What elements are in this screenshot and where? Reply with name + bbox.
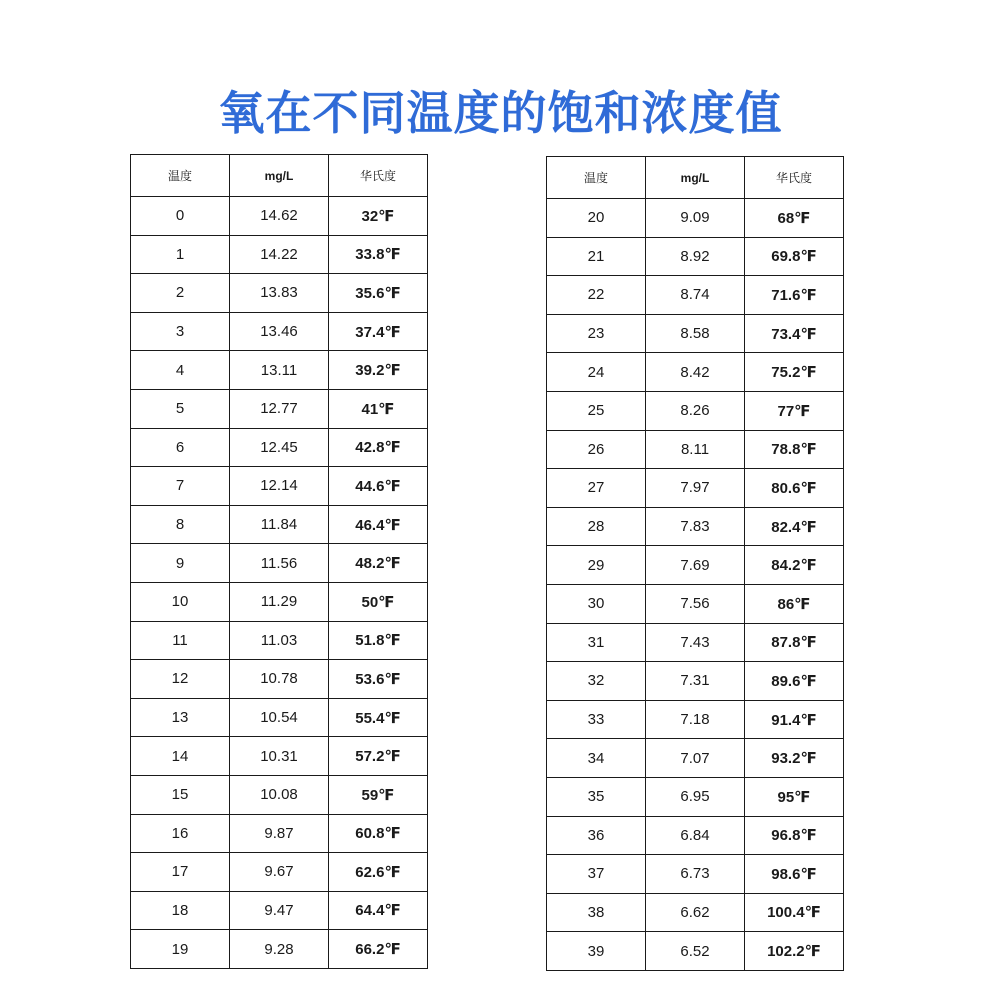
table-row	[131, 853, 428, 892]
temperature-cell: 12	[131, 660, 230, 699]
temperature-cell: 21	[547, 237, 646, 276]
mg-per-l-cell: 7.69	[646, 546, 745, 585]
table-row	[547, 391, 844, 430]
mg-per-l-cell: 9.67	[230, 853, 329, 892]
mg-per-l-cell: 11.84	[230, 505, 329, 544]
fahrenheit-cell: 77℉	[745, 391, 844, 430]
mg-per-l-cell: 9.28	[230, 930, 329, 969]
table-row	[131, 814, 428, 853]
table-row	[547, 314, 844, 353]
table-row	[547, 469, 844, 508]
oxygen-table-left	[130, 154, 428, 969]
table-row	[547, 276, 844, 315]
mg-per-l-cell: 8.92	[646, 237, 745, 276]
mg-per-l-cell: 7.97	[646, 469, 745, 508]
mg-per-l-cell: 10.54	[230, 698, 329, 737]
fahrenheit-cell: 86℉	[745, 584, 844, 623]
mg-per-l-cell: 10.31	[230, 737, 329, 776]
temperature-cell: 20	[547, 199, 646, 238]
fahrenheit-cell: 95℉	[745, 777, 844, 816]
mg-per-l-cell: 9.87	[230, 814, 329, 853]
temperature-cell: 31	[547, 623, 646, 662]
mg-per-l-cell: 13.46	[230, 312, 329, 351]
fahrenheit-cell: 78.8℉	[745, 430, 844, 469]
fahrenheit-cell: 35.6℉	[329, 274, 428, 313]
table-row	[131, 544, 428, 583]
table-row	[131, 660, 428, 699]
fahrenheit-cell: 44.6℉	[329, 467, 428, 506]
fahrenheit-cell: 80.6℉	[745, 469, 844, 508]
temperature-cell: 32	[547, 662, 646, 701]
fahrenheit-cell: 46.4℉	[329, 505, 428, 544]
temperature-cell: 34	[547, 739, 646, 778]
temperature-cell: 18	[131, 891, 230, 930]
fahrenheit-cell: 51.8℉	[329, 621, 428, 660]
table-row	[131, 197, 428, 236]
table-row	[131, 467, 428, 506]
mg-per-l-cell: 9.09	[646, 199, 745, 238]
table-row	[547, 777, 844, 816]
mg-per-l-cell: 6.73	[646, 855, 745, 894]
fahrenheit-cell: 69.8℉	[745, 237, 844, 276]
fahrenheit-cell: 32℉	[329, 197, 428, 236]
temperature-cell: 3	[131, 312, 230, 351]
temperature-cell: 10	[131, 582, 230, 621]
temperature-cell: 19	[131, 930, 230, 969]
temperature-cell: 27	[547, 469, 646, 508]
mg-per-l-cell: 11.03	[230, 621, 329, 660]
table-row	[547, 546, 844, 585]
temperature-cell: 16	[131, 814, 230, 853]
table-row	[547, 507, 844, 546]
mg-per-l-cell: 8.11	[646, 430, 745, 469]
fahrenheit-cell: 75.2℉	[745, 353, 844, 392]
table-row	[131, 274, 428, 313]
mg-per-l-cell: 12.14	[230, 467, 329, 506]
table-row	[547, 237, 844, 276]
temperature-cell: 0	[131, 197, 230, 236]
mg-per-l-cell: 11.29	[230, 582, 329, 621]
temperature-cell: 38	[547, 893, 646, 932]
table-row	[547, 893, 844, 932]
fahrenheit-cell: 37.4℉	[329, 312, 428, 351]
temperature-cell: 33	[547, 700, 646, 739]
table-row	[131, 428, 428, 467]
header-fahrenheit: 华氏度	[745, 157, 844, 199]
fahrenheit-cell: 50℉	[329, 582, 428, 621]
temperature-cell: 4	[131, 351, 230, 390]
table-body-right	[547, 199, 844, 971]
table-row	[547, 623, 844, 662]
header-fahrenheit: 华氏度	[329, 155, 428, 197]
temperature-cell: 5	[131, 389, 230, 428]
temperature-cell: 26	[547, 430, 646, 469]
temperature-cell: 2	[131, 274, 230, 313]
header-temperature: 温度	[547, 157, 646, 199]
fahrenheit-cell: 100.4℉	[745, 893, 844, 932]
temperature-cell: 22	[547, 276, 646, 315]
mg-per-l-cell: 7.83	[646, 507, 745, 546]
table-row	[547, 700, 844, 739]
fahrenheit-cell: 39.2℉	[329, 351, 428, 390]
mg-per-l-cell: 10.08	[230, 775, 329, 814]
temperature-cell: 28	[547, 507, 646, 546]
fahrenheit-cell: 71.6℉	[745, 276, 844, 315]
temperature-cell: 11	[131, 621, 230, 660]
temperature-cell: 23	[547, 314, 646, 353]
temperature-cell: 37	[547, 855, 646, 894]
table-row	[131, 389, 428, 428]
fahrenheit-cell: 73.4℉	[745, 314, 844, 353]
temperature-cell: 7	[131, 467, 230, 506]
temperature-cell: 8	[131, 505, 230, 544]
mg-per-l-cell: 12.77	[230, 389, 329, 428]
table-row	[547, 855, 844, 894]
temperature-cell: 36	[547, 816, 646, 855]
mg-per-l-cell: 13.83	[230, 274, 329, 313]
table-row	[131, 621, 428, 660]
page-title: 氧在不同温度的饱和浓度值	[218, 85, 783, 140]
table-row	[131, 235, 428, 274]
fahrenheit-cell: 41℉	[329, 389, 428, 428]
mg-per-l-cell: 8.42	[646, 353, 745, 392]
temperature-cell: 35	[547, 777, 646, 816]
mg-per-l-cell: 13.11	[230, 351, 329, 390]
table-body-left	[131, 197, 428, 969]
table-row	[547, 353, 844, 392]
fahrenheit-cell: 91.4℉	[745, 700, 844, 739]
temperature-cell: 39	[547, 932, 646, 971]
table-row	[547, 584, 844, 623]
mg-per-l-cell: 6.95	[646, 777, 745, 816]
table-row	[131, 698, 428, 737]
temperature-cell: 25	[547, 391, 646, 430]
fahrenheit-cell: 68℉	[745, 199, 844, 238]
table-row	[547, 430, 844, 469]
fahrenheit-cell: 60.8℉	[329, 814, 428, 853]
fahrenheit-cell: 64.4℉	[329, 891, 428, 930]
mg-per-l-cell: 7.43	[646, 623, 745, 662]
temperature-cell: 24	[547, 353, 646, 392]
fahrenheit-cell: 53.6℉	[329, 660, 428, 699]
fahrenheit-cell: 57.2℉	[329, 737, 428, 776]
temperature-cell: 15	[131, 775, 230, 814]
temperature-cell: 9	[131, 544, 230, 583]
fahrenheit-cell: 48.2℉	[329, 544, 428, 583]
mg-per-l-cell: 7.56	[646, 584, 745, 623]
mg-per-l-cell: 6.52	[646, 932, 745, 971]
temperature-cell: 17	[131, 853, 230, 892]
table-row	[131, 891, 428, 930]
fahrenheit-cell: 87.8℉	[745, 623, 844, 662]
fahrenheit-cell: 33.8℉	[329, 235, 428, 274]
temperature-cell: 14	[131, 737, 230, 776]
fahrenheit-cell: 82.4℉	[745, 507, 844, 546]
oxygen-table-right	[546, 156, 844, 971]
header-mg-per-l: mg/L	[646, 157, 745, 199]
header-mg-per-l: mg/L	[230, 155, 329, 197]
table-header-row	[547, 157, 844, 199]
mg-per-l-cell: 6.84	[646, 816, 745, 855]
table-row	[547, 932, 844, 971]
mg-per-l-cell: 7.18	[646, 700, 745, 739]
table-row	[131, 505, 428, 544]
table-row	[547, 739, 844, 778]
fahrenheit-cell: 98.6℉	[745, 855, 844, 894]
mg-per-l-cell: 7.07	[646, 739, 745, 778]
mg-per-l-cell: 11.56	[230, 544, 329, 583]
table-row	[131, 351, 428, 390]
fahrenheit-cell: 66.2℉	[329, 930, 428, 969]
mg-per-l-cell: 8.26	[646, 391, 745, 430]
table-row	[547, 199, 844, 238]
fahrenheit-cell: 96.8℉	[745, 816, 844, 855]
mg-per-l-cell: 6.62	[646, 893, 745, 932]
mg-per-l-cell: 14.62	[230, 197, 329, 236]
table-row	[131, 737, 428, 776]
mg-per-l-cell: 7.31	[646, 662, 745, 701]
temperature-cell: 30	[547, 584, 646, 623]
mg-per-l-cell: 14.22	[230, 235, 329, 274]
fahrenheit-cell: 55.4℉	[329, 698, 428, 737]
table-row	[547, 816, 844, 855]
fahrenheit-cell: 89.6℉	[745, 662, 844, 701]
fahrenheit-cell: 59℉	[329, 775, 428, 814]
fahrenheit-cell: 93.2℉	[745, 739, 844, 778]
table-header-row	[131, 155, 428, 197]
mg-per-l-cell: 12.45	[230, 428, 329, 467]
temperature-cell: 13	[131, 698, 230, 737]
mg-per-l-cell: 8.74	[646, 276, 745, 315]
fahrenheit-cell: 84.2℉	[745, 546, 844, 585]
temperature-cell: 29	[547, 546, 646, 585]
mg-per-l-cell: 10.78	[230, 660, 329, 699]
temperature-cell: 6	[131, 428, 230, 467]
mg-per-l-cell: 9.47	[230, 891, 329, 930]
table-row	[131, 775, 428, 814]
table-row	[131, 312, 428, 351]
table-row	[131, 930, 428, 969]
table-row	[131, 582, 428, 621]
table-row	[547, 662, 844, 701]
mg-per-l-cell: 8.58	[646, 314, 745, 353]
fahrenheit-cell: 102.2℉	[745, 932, 844, 971]
header-temperature: 温度	[131, 155, 230, 197]
fahrenheit-cell: 62.6℉	[329, 853, 428, 892]
temperature-cell: 1	[131, 235, 230, 274]
fahrenheit-cell: 42.8℉	[329, 428, 428, 467]
